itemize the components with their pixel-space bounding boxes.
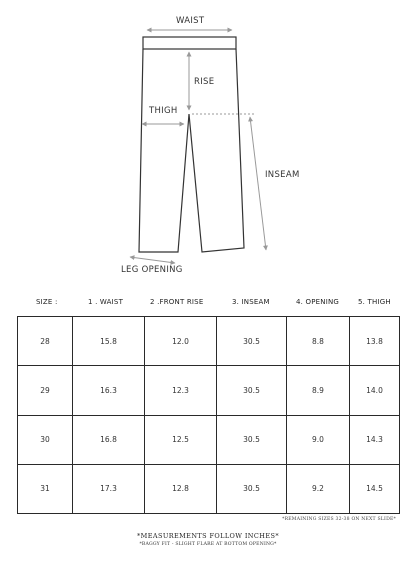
inseam-cell: 30.5 [217,415,287,464]
thigh-cell: 13.8 [350,317,400,366]
thigh-cell: 14.5 [350,464,400,513]
opening-cell: 8.9 [287,366,350,415]
waistband [143,37,236,49]
waist-label: WAIST [176,16,205,26]
waist-cell: 15.8 [73,317,145,366]
table-row [18,366,400,415]
remaining-sizes-note: *REMAINING SIZES 32-38 ON NEXT SLIDE* [282,517,396,522]
table-row [18,415,400,464]
size-cell: 28 [18,317,73,366]
thigh-cell: 14.0 [350,366,400,415]
pants-outline [139,49,244,252]
opening-cell: 9.0 [287,415,350,464]
opening-cell: 8.8 [287,317,350,366]
header-opening: 4. OPENING [296,298,340,306]
size-cell: 29 [18,366,73,415]
front-rise-cell: 12.3 [145,366,217,415]
inseam-cell: 30.5 [217,464,287,513]
header-thigh: 5. THIGH [358,298,391,306]
table-row [18,317,400,366]
fit-note: *BAGGY FIT - SLIGHT FLARE AT BOTTOM OPENING* [139,542,277,547]
header-waist: 1 . WAIST [88,298,124,306]
rise-label: RISE [194,77,215,87]
waist-cell: 17.3 [73,464,145,513]
inseam-cell: 30.5 [217,317,287,366]
front-rise-cell: 12.5 [145,415,217,464]
inseam-arrow [250,117,266,250]
table-row [18,464,400,513]
thigh-label: THIGH [149,106,178,116]
front-rise-cell: 12.8 [145,464,217,513]
front-rise-cell: 12.0 [145,317,217,366]
size-cell: 31 [18,464,73,513]
thigh-cell: 14.3 [350,415,400,464]
leg-opening-label: LEG OPENING [121,265,183,275]
inseam-label: INSEAM [265,170,300,180]
header-inseam: 3. INSEAM [232,298,270,306]
opening-cell: 9.2 [287,464,350,513]
measurements-note: *MEASUREMENTS FOLLOW INCHES* [137,532,279,540]
size-cell: 30 [18,415,73,464]
waist-cell: 16.8 [73,415,145,464]
size-chart-table [17,316,400,514]
inseam-cell: 30.5 [217,366,287,415]
waist-cell: 16.3 [73,366,145,415]
header-front-rise: 2 .FRONT RISE [150,298,204,306]
header-size: SIZE : [36,298,58,306]
leg-opening-arrow [130,257,175,263]
